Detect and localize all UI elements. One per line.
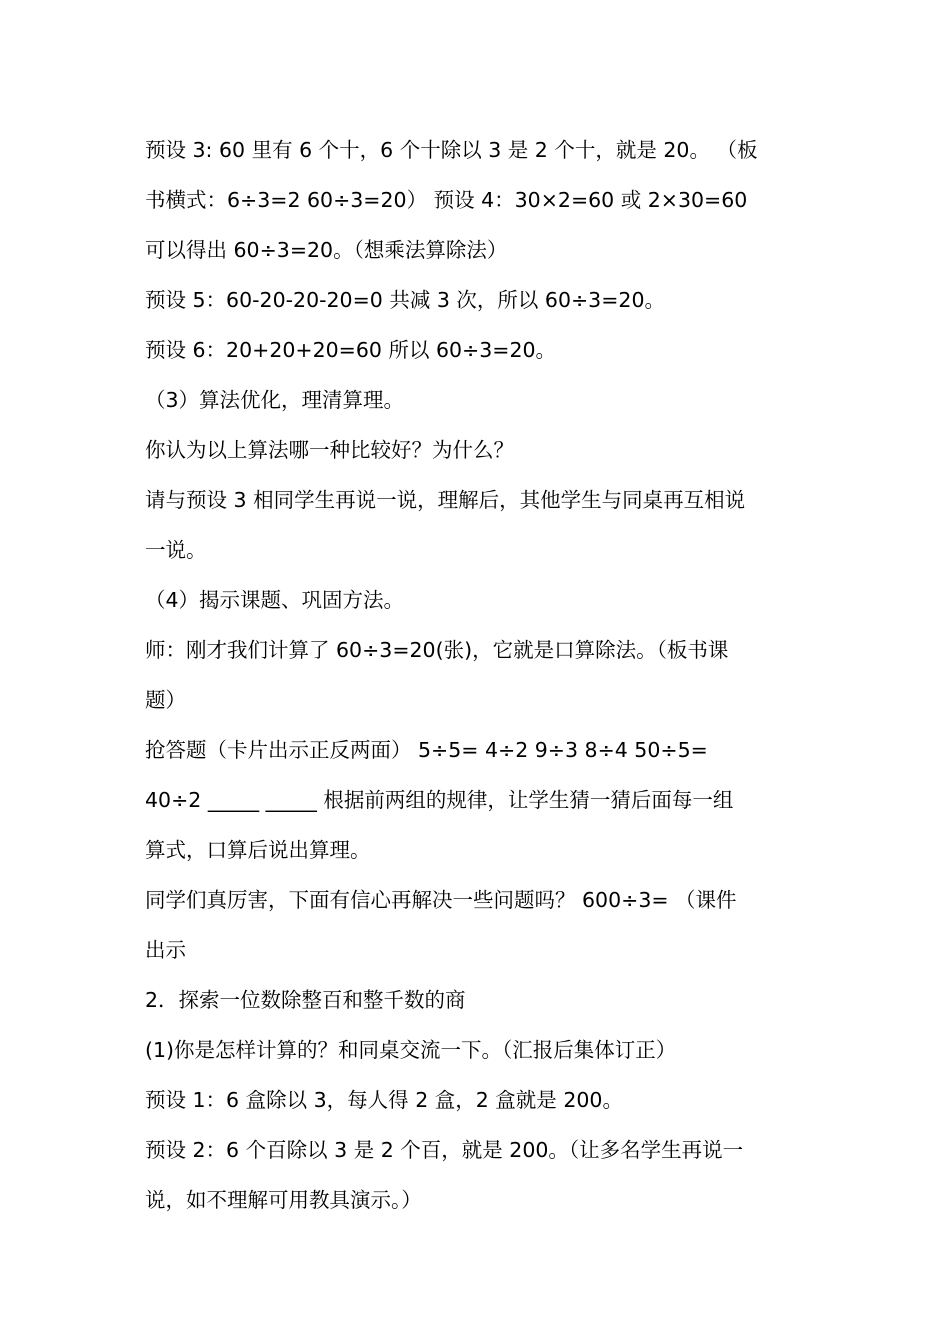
text-line: 预设 2：6 个百除以 3 是 2 个百，就是 200。（让多名学生再说一 [145,1138,744,1162]
text-line: 预设 5：60-20-20-20=0 共减 3 次，所以 60÷3=20。 [145,288,665,312]
text-line: 算式，口算后说出算理。 [145,838,371,862]
text-line: 40÷2 _____ _____ 根据前两组的规律，让学生猜一猜后面每一组 [145,788,734,812]
text-line: 抢答题（卡片出示正反两面） 5÷5= 4÷2 9÷3 8÷4 50÷5= [145,738,708,762]
text-line: (1)你是怎样计算的？和同桌交流一下。（汇报后集体订正） [145,1038,677,1062]
text-line: 书横式：6÷3=2 60÷3=20） 预设 4：30×2=60 或 2×30=60 [145,188,748,212]
text-line: 说，如不理解可用教具演示。） [145,1188,422,1212]
text-line: 一说。 [145,538,207,562]
document-body [145,125,810,1225]
text-line: 预设 1：6 盒除以 3，每人得 2 盒，2 盒就是 200。 [145,1088,623,1112]
text-line: （3）算法优化，理清算理。 [145,388,405,412]
text-line: 出示 [145,938,186,962]
text-line: 预设 3: 60 里有 6 个十，6 个十除以 3 是 2 个十，就是 20。 （板 [145,138,758,162]
text-line: 请与预设 3 相同学生再说一说，理解后，其他学生与同桌再互相说 [145,488,746,512]
text-line: 预设 6：20+20+20=60 所以 60÷3=20。 [145,338,557,362]
text-line: 师：刚才我们计算了 60÷3=20(张)，它就是口算除法。（板书课 [145,638,729,662]
text-line: 2．探索一位数除整百和整千数的商 [145,988,466,1012]
text-line: （4）揭示课题、巩固方法。 [145,588,405,612]
text-line: 同学们真厉害，下面有信心再解决一些问题吗？ 600÷3= （课件 [145,888,737,912]
text-line: 你认为以上算法哪一种比较好？为什么？ [145,438,514,462]
text-line: 可以得出 60÷3=20。（想乘法算除法） [145,238,508,262]
text-line: 题） [145,688,186,712]
